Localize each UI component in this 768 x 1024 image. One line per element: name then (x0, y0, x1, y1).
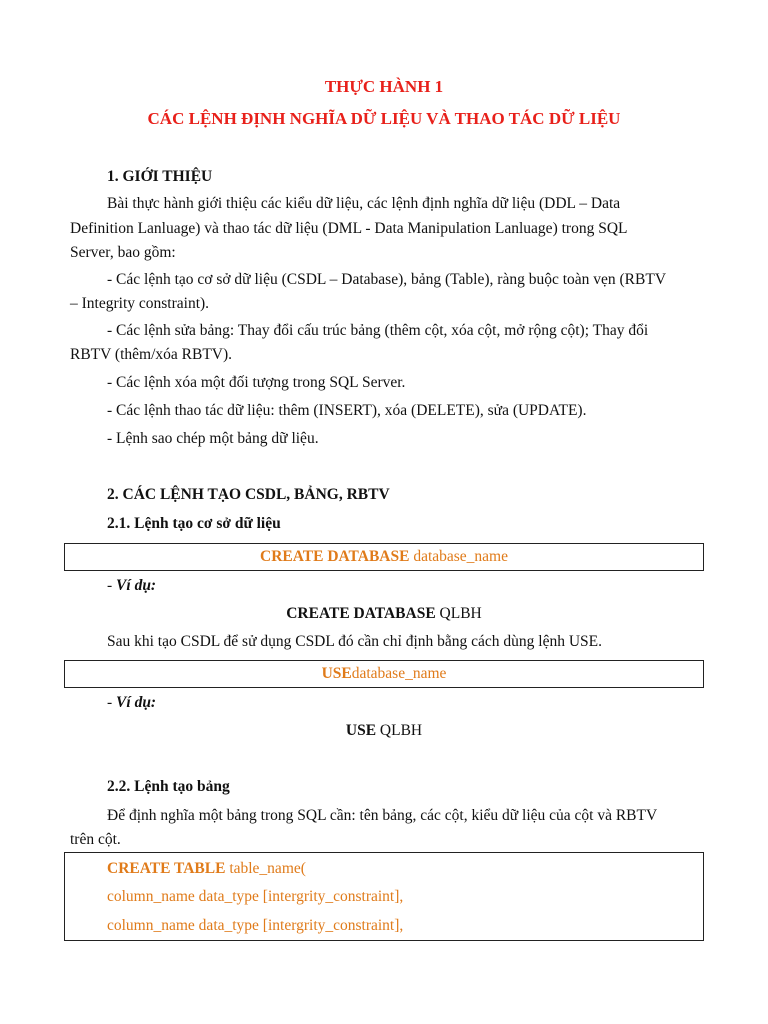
create-table-syntax-box (64, 852, 704, 941)
bullet-1-line-1: - Các lệnh tạo cơ sở dữ liệu (CSDL – Database), bảng (Table), ràng buộc toàn vẹn (RBTV (107, 271, 667, 288)
create-database-keyword: CREATE DATABASE (260, 548, 410, 565)
subsection-2-1-heading: 2.1. Lệnh tạo cơ sở dữ liệu (107, 515, 281, 532)
example-1-code (0, 604, 768, 624)
example-1-arg: QLBH (439, 605, 482, 622)
create-table-arg: table_name( (229, 860, 306, 877)
example-dash: - (107, 577, 117, 594)
bullet-1-line-2: – Integrity constraint). (70, 295, 210, 312)
create-database-syntax-box (64, 543, 704, 571)
create-database-arg: database_name (413, 548, 508, 565)
example-1-label-line (107, 576, 156, 596)
use-arg: database_name (351, 665, 447, 682)
intro-line-2: Definition Lanluage) và thao tác dữ liệu (DML - Data Manipulation Lanluage) trong SQL (70, 220, 628, 237)
example-1-label: Ví dụ: (116, 577, 157, 594)
table-desc-line-1: Để định nghĩa một bảng trong SQL cần: tên bảng, các cột, kiểu dữ liệu của cột và RBTV (107, 807, 658, 824)
section1-heading: 1. GIỚI THIỆU (107, 168, 213, 185)
bullet-2-line-2: RBTV (thêm/xóa RBTV). (70, 346, 233, 363)
bullet-5: - Lệnh sao chép một bảng dữ liệu. (107, 430, 319, 447)
example-2-label-line (107, 693, 156, 713)
use-syntax-box (64, 660, 704, 688)
intro-line-1: Bài thực hành giới thiệu các kiểu dữ liệu, các lệnh định nghĩa dữ liệu (DDL – Data (107, 195, 621, 212)
example-2-label: Ví dụ: (116, 694, 157, 711)
bullet-4: - Các lệnh thao tác dữ liệu: thêm (INSERT), xóa (DELETE), sửa (UPDATE). (107, 402, 587, 419)
bullet-2-line-1: - Các lệnh sửa bảng: Thay đổi cấu trúc bảng (thêm cột, xóa cột, mở rộng cột); Thay đổi (107, 322, 649, 339)
example-dash-2: - (107, 694, 117, 711)
doc-title: THỰC HÀNH 1 (324, 77, 444, 96)
example-2-code (0, 721, 768, 741)
example-1-keyword: CREATE DATABASE (286, 605, 436, 622)
section2-heading: 2. CÁC LỆNH TẠO CSDL, BẢNG, RBTV (107, 486, 390, 503)
column-def-line-2: column_name data_type [intergrity_constraint], (107, 917, 404, 934)
create-table-keyword: CREATE TABLE (107, 860, 226, 877)
example-2-arg: QLBH (379, 722, 423, 739)
column-def-line-1: column_name data_type [intergrity_constraint], (107, 888, 404, 905)
use-note: Sau khi tạo CSDL để sử dụng CSDL đó cần chỉ định bằng cách dùng lệnh USE. (107, 633, 603, 650)
intro-line-3: Server, bao gồm: (70, 244, 176, 261)
bullet-3: - Các lệnh xóa một đối tượng trong SQL Server. (107, 374, 406, 391)
use-keyword: USE (321, 665, 352, 682)
doc-subtitle: CÁC LỆNH ĐỊNH NGHĨA DỮ LIỆU VÀ THAO TÁC DỮ LIỆU (147, 109, 621, 128)
table-desc-line-2: trên cột. (70, 831, 121, 848)
example-2-keyword: USE (345, 722, 377, 739)
subsection-2-2-heading: 2.2. Lệnh tạo bảng (107, 778, 230, 795)
